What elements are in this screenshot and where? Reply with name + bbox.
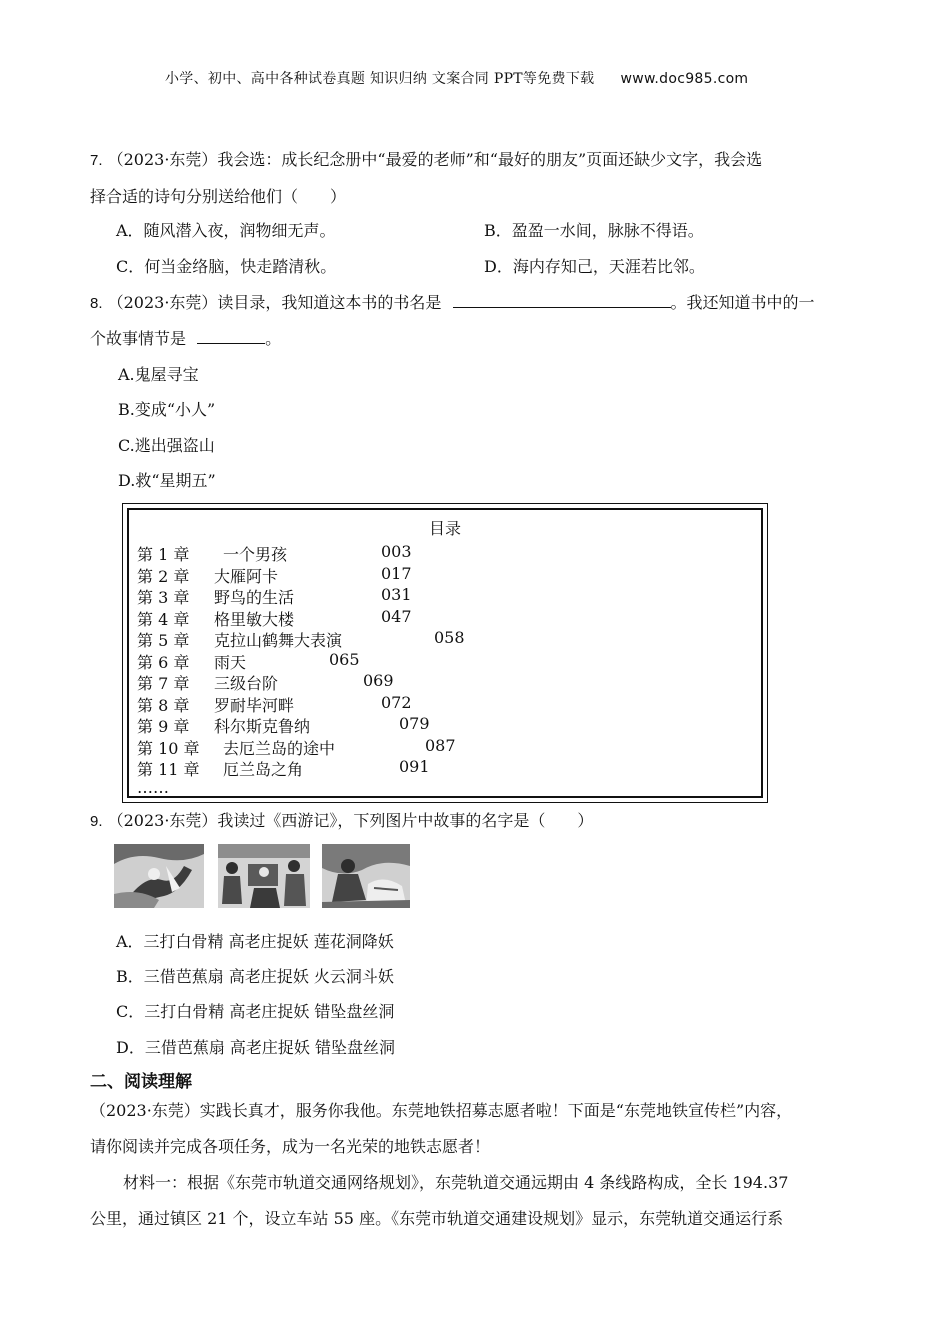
toc-chapter: 第 10 章 [137,738,200,758]
toc-chapter-name: 去厄兰岛的途中 [223,738,336,758]
q8-stem-1b: 。我还知道书中的一 [670,293,815,312]
section-title-reading: 二、阅读理解 [90,1072,192,1092]
toc-box [122,503,768,803]
q7-stem-2: 择合适的诗句分别送给他们（ ） [90,187,347,206]
toc-page: 065 [329,649,360,669]
q8-line1 [90,290,815,313]
q9-option-c[interactable]: C．三打白骨精 高老庄捉妖 错坠盘丝洞 [116,1002,395,1021]
q7-line1 [90,147,762,170]
story-picture-2 [218,844,310,908]
material1-line-2: 公里，通过镇区 21 个，设立车站 55 座。《东莞市轨道交通建设规划》显示，东莞轨道交通运行系 [90,1209,784,1228]
section2-intro-2: 请你阅读并完成各项任务，成为一名光荣的地铁志愿者！ [90,1137,491,1156]
toc-page: 069 [363,671,394,690]
toc-chapter-name: 罗耐毕河畔 [214,695,295,715]
toc-page: 047 [381,606,412,626]
q7-option-d[interactable]: D．海内存知己，天涯若比邻。 [484,257,705,276]
q7-option-b[interactable]: B．盈盈一水间，脉脉不得语。 [484,221,704,240]
q9-line [90,808,593,831]
q9-stem: （2023·东莞）我读过《西游记》，下列图片中故事的名字是（ ） [107,811,594,830]
q9-option-b[interactable]: B．三借芭蕉扇 高老庄捉妖 火云洞斗妖 [116,967,394,986]
section2-intro-1: （2023·东莞）实践长真才，服务你我他。东莞地铁招募志愿者啦！下面是“东莞地铁宣传栏”内容， [90,1101,793,1120]
q8-option-a[interactable]: A.鬼屋寻宝 [118,365,199,384]
q8-number: 8. [90,295,103,312]
toc-page: 058 [434,628,465,647]
q8-option-c[interactable]: C.逃出强盗山 [118,436,215,455]
toc-chapter: 第 11 章 [137,760,200,779]
toc-ellipsis: …… [137,778,169,797]
toc-chapter: 第 9 章 [137,717,190,736]
q8-blank-plot[interactable] [197,329,265,344]
toc-title: 目录 [428,519,461,538]
q9-number: 9. [90,813,103,830]
toc-chapter: 第 3 章 [137,588,190,607]
toc-chapter-name: 厄兰岛之角 [223,760,304,779]
toc-chapter-name: 科尔斯克鲁纳 [214,717,311,736]
toc-chapter: 第 8 章 [137,695,190,715]
q7-option-c[interactable]: C．何当金络脑，快走踏清秋。 [116,257,337,276]
header-site-link[interactable]: www.doc985.com [620,71,749,87]
toc-page: 079 [399,714,430,733]
story-picture-3 [322,844,410,908]
q8-line2 [90,326,281,349]
toc-chapter: 第 6 章 [137,652,190,672]
q8-stem-2b: 。 [265,329,282,348]
toc-chapter: 第 7 章 [137,674,190,693]
q8-option-b[interactable]: B.变成“小人” [118,400,216,419]
toc-chapter: 第 1 章 [137,545,190,564]
page-header [165,68,748,88]
toc-page: 072 [381,692,412,712]
q8-stem-1a: （2023·东莞）读目录，我知道这本书的书名是 [107,293,442,312]
q7-option-a[interactable]: A．随风潜入夜，润物细无声。 [116,221,336,240]
q7-stem-1: （2023·东莞）我会选：成长纪念册中“最爱的老师”和“最好的朋友”页面还缺少文字，我会选 [107,150,763,169]
material1-line-1: 材料一：根据《东莞市轨道交通网络规划》，东莞轨道交通远期由 4 条线路构成，全长 194.37 [123,1173,789,1192]
q9-option-a[interactable]: A．三打白骨精 高老庄捉妖 莲花洞降妖 [116,932,394,951]
toc-chapter-name: 一个男孩 [223,545,288,564]
toc-page: 017 [381,563,412,583]
toc-chapter-name: 格里敏大楼 [214,609,295,629]
q8-blank-title[interactable] [453,293,671,308]
toc-chapter-name: 克拉山鹤舞大表演 [214,631,343,650]
toc-chapter-name: 野鸟的生活 [214,588,295,607]
toc-page: 091 [399,757,430,776]
q9-option-d[interactable]: D．三借芭蕉扇 高老庄捉妖 错坠盘丝洞 [116,1038,396,1057]
toc-chapter-name: 三级台阶 [214,674,279,693]
toc-chapter: 第 2 章 [137,566,190,586]
story-picture-1 [114,844,204,908]
toc-chapter-name: 雨天 [214,652,247,672]
toc-inner-frame [127,508,763,798]
toc-page: 031 [381,585,412,604]
header-text: 小学、初中、高中各种试卷真题 知识归纳 文案合同 PPT等免费下载 [165,71,595,87]
toc-page: 003 [381,542,412,561]
toc-chapter-name: 大雁阿卡 [214,566,279,586]
toc-chapter: 第 4 章 [137,609,190,629]
toc-page: 087 [425,735,456,755]
q7-number: 7. [90,152,103,169]
toc-chapter: 第 5 章 [137,631,190,650]
q8-stem-2a: 个故事情节是 [90,329,187,348]
q8-option-d[interactable]: D.救“星期五” [118,471,216,490]
